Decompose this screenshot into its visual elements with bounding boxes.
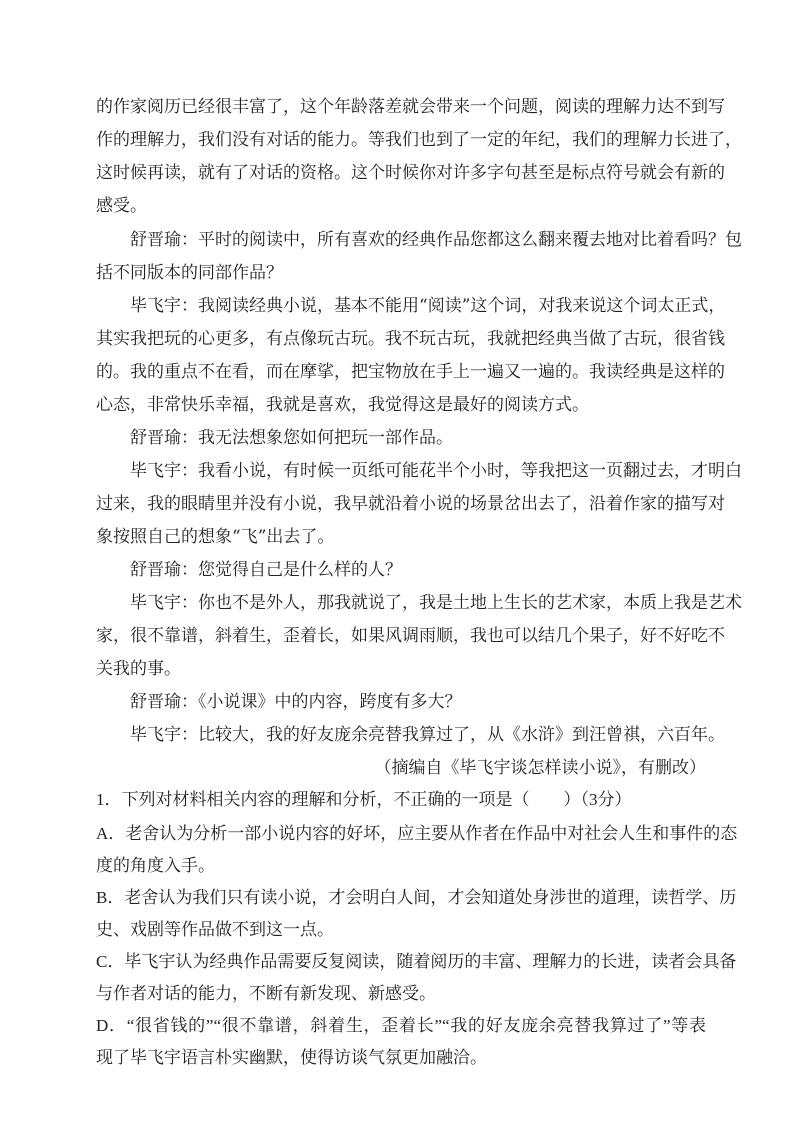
passage-line: 括不同版本的同部作品？ bbox=[96, 263, 283, 283]
passage-line: 舒晋瑜：您觉得自己是什么样的人？ bbox=[130, 560, 402, 580]
passage-line: 作的理解力，我们没有对话的能力。等我们也到了一定的年纪，我们的理解力长进了， bbox=[96, 130, 742, 150]
option-a-line: A．老舍认为分析一部小说内容的好坏，应主要从作者在作品中对社会人生和事件的态 bbox=[96, 824, 738, 843]
passage-line: 毕飞宇：比较大，我的好友庞余亮替我算过了，从《水浒》到汪曾祺，六百年。 bbox=[130, 725, 725, 745]
passage-line: 的。我的重点不在看，而在摩挲，把宝物放在手上一遍又一遍的。我读经典是这样的 bbox=[96, 362, 725, 382]
passage-line: 过来，我的眼睛里并没有小说，我早就沿着小说的场景岔出去了，沿着作家的描写对 bbox=[96, 494, 725, 514]
passage-line: 其实我把玩的心更多，有点像玩古玩。我不玩古玩，我就把经典当做了古玩，很省钱 bbox=[96, 329, 725, 349]
option-a-line: 度的角度入手。 bbox=[96, 856, 215, 875]
passage-line: 毕飞宇：我阅读经典小说，基本不能用“阅读”这个词，对我来说这个词太正式， bbox=[130, 296, 726, 316]
option-c-line: C．毕飞宇认为经典作品需要反复阅读，随着阅历的丰富、理解力的长进，读者会具备 bbox=[96, 952, 737, 971]
passage-line: 毕飞宇：我看小说，有时候一页纸可能花半个小时，等我把这一页翻过去，才明白 bbox=[130, 461, 742, 481]
option-d-line: D．“很省钱的”“很不靠谱，斜着生，歪着长”“我的好友庞余亮替我算过了”等表 bbox=[96, 1016, 706, 1035]
passage-line: 关我的事。 bbox=[96, 659, 181, 679]
question-stem: 1．下列对材料相关内容的理解和分析，不正确的一项是（ ）（3分） bbox=[96, 790, 632, 809]
passage-line: 感受。 bbox=[96, 196, 147, 216]
passage-source: （摘编自《毕飞宇谈怎样读小说》，有删改） bbox=[374, 758, 706, 778]
passage-line: 心态，非常快乐幸福，我就是喜欢，我觉得这是最好的阅读方式。 bbox=[96, 395, 589, 415]
option-d-line: 现了毕飞宇语言朴实幽默，使得访谈气氛更加融洽。 bbox=[96, 1048, 487, 1067]
option-b-line: B．老舍认为我们只有读小说，才会明白人间，才会知道处身涉世的道理，读哲学、历 bbox=[96, 888, 737, 907]
option-c-line: 与作者对话的能力，不断有新发现、新感受。 bbox=[96, 984, 436, 1003]
passage-line: 毕飞宇：你也不是外人，那我就说了，我是土地上生长的艺术家，本质上我是艺术 bbox=[130, 593, 742, 613]
passage-line: 这时候再读，就有了对话的资格。这个时候你对许多字句甚至是标点符号就会有新的 bbox=[96, 163, 725, 183]
option-b-line: 史、戏剧等作品做不到这一点。 bbox=[96, 920, 334, 939]
passage-line: 舒晋瑜：《小说课》中的内容，跨度有多大？ bbox=[130, 692, 462, 712]
passage-line: 家，很不靠谱，斜着生，歪着长，如果风调雨顺，我也可以结几个果子，好不好吃不 bbox=[96, 626, 725, 646]
passage-line: 的作家阅历已经很丰富了，这个年龄落差就会带来一个问题，阅读的理解力达不到写 bbox=[96, 97, 725, 117]
passage-line: 象按照自己的想象“飞”出去了。 bbox=[96, 527, 335, 547]
passage-line: 舒晋瑜：我无法想象您如何把玩一部作品。 bbox=[130, 428, 453, 448]
passage-line: 舒晋瑜：平时的阅读中，所有喜欢的经典作品您都这么翻来覆去地对比着看吗？包 bbox=[130, 230, 742, 250]
